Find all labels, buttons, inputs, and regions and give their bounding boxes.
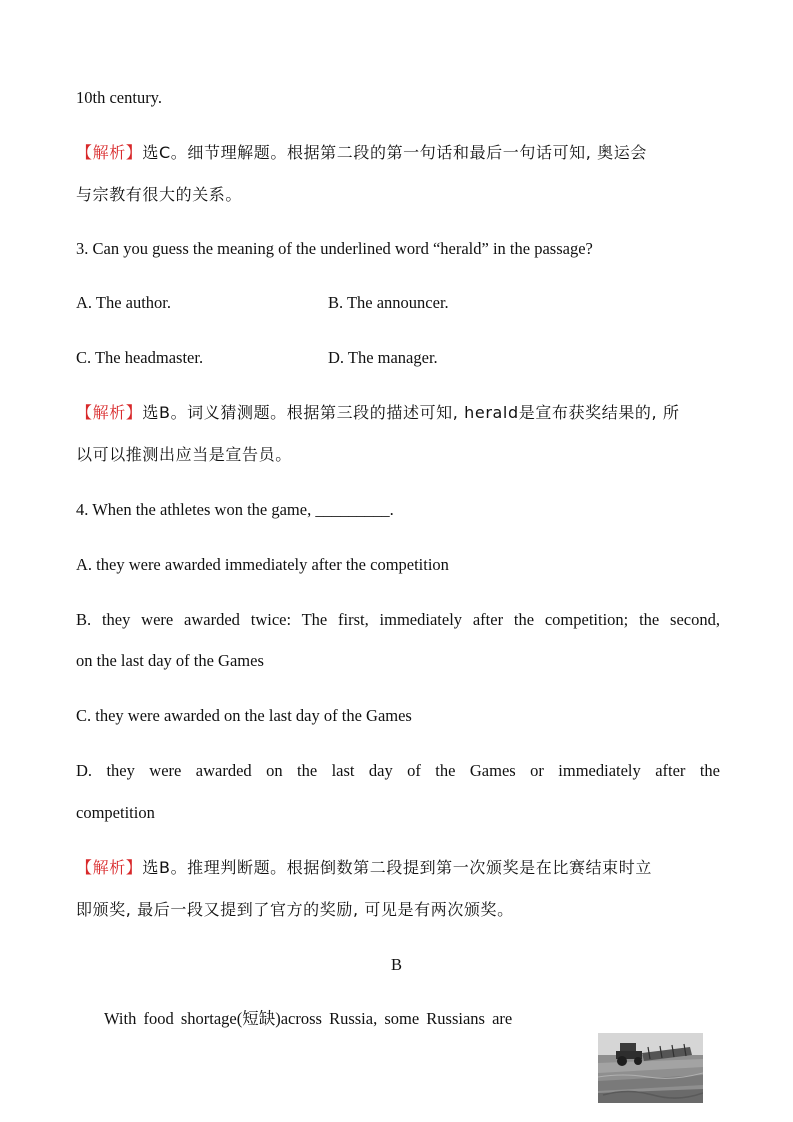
- passage-b-first-line: With food shortage(短缺)across Russia, some Russians are: [104, 1009, 513, 1028]
- analysis-tag: 【解析】: [76, 143, 143, 162]
- analysis-tag: 【解析】: [76, 403, 143, 422]
- q3-analysis-line-1: [76, 402, 680, 424]
- q4-analysis-line-1: [76, 857, 652, 879]
- q4-option-b-line-1: B. they were awarded twice: The first, immediately after the competition; the second,: [76, 610, 720, 629]
- q2-analysis-text: 选C。细节理解题。根据第二段的第一句话和最后一句话可知, 奥运会: [142, 143, 647, 162]
- q3-option-b: B. The announcer.: [328, 293, 449, 312]
- q4-option-a: A. they were awarded immediately after the competition: [76, 555, 449, 574]
- farm-tractor-photo-graphic: [598, 1033, 703, 1103]
- farm-tractor-photo: [598, 1033, 703, 1103]
- q3-options-row-1: [76, 292, 716, 314]
- q4-analysis-line-2: 即颁奖, 最后一段又提到了官方的奖励, 可见是有两次颁奖。: [76, 900, 514, 919]
- q3-options-row-2: [76, 347, 716, 369]
- q3-option-c: C. The headmaster.: [76, 348, 204, 367]
- q3-analysis-text: 选B。词义猜测题。根据第三段的描述可知, herald是宣布获奖结果的, 所: [142, 403, 680, 422]
- q4-stem: 4. When the athletes won the game, _________.: [76, 500, 394, 519]
- q2-analysis-line-1: [76, 142, 647, 164]
- q4-option-c: C. they were awarded on the last day of the Games: [76, 706, 412, 725]
- q3-stem: 3. Can you guess the meaning of the underlined word “herald” in the passage?: [76, 239, 593, 258]
- q3-option-a: A. The author.: [76, 293, 172, 312]
- q2-analysis-line-2: 与宗教有很大的关系。: [76, 185, 243, 204]
- q2-answer-tail: 10th century.: [76, 88, 162, 107]
- q3-analysis-line-2: 以可以推测出应当是宣告员。: [76, 445, 292, 464]
- q4-option-b-line-2: on the last day of the Games: [76, 651, 264, 670]
- q4-option-d-line-1: D. they were awarded on the last day of the Games or immediately after the: [76, 761, 720, 780]
- q4-option-d-line-2: competition: [76, 803, 155, 822]
- q4-analysis-text: 选B。推理判断题。根据倒数第二段提到第一次颁奖是在比赛结束时立: [142, 858, 652, 877]
- section-heading-b: B: [390, 955, 402, 974]
- q3-option-d: D. The manager.: [328, 348, 438, 367]
- analysis-tag: 【解析】: [76, 858, 143, 877]
